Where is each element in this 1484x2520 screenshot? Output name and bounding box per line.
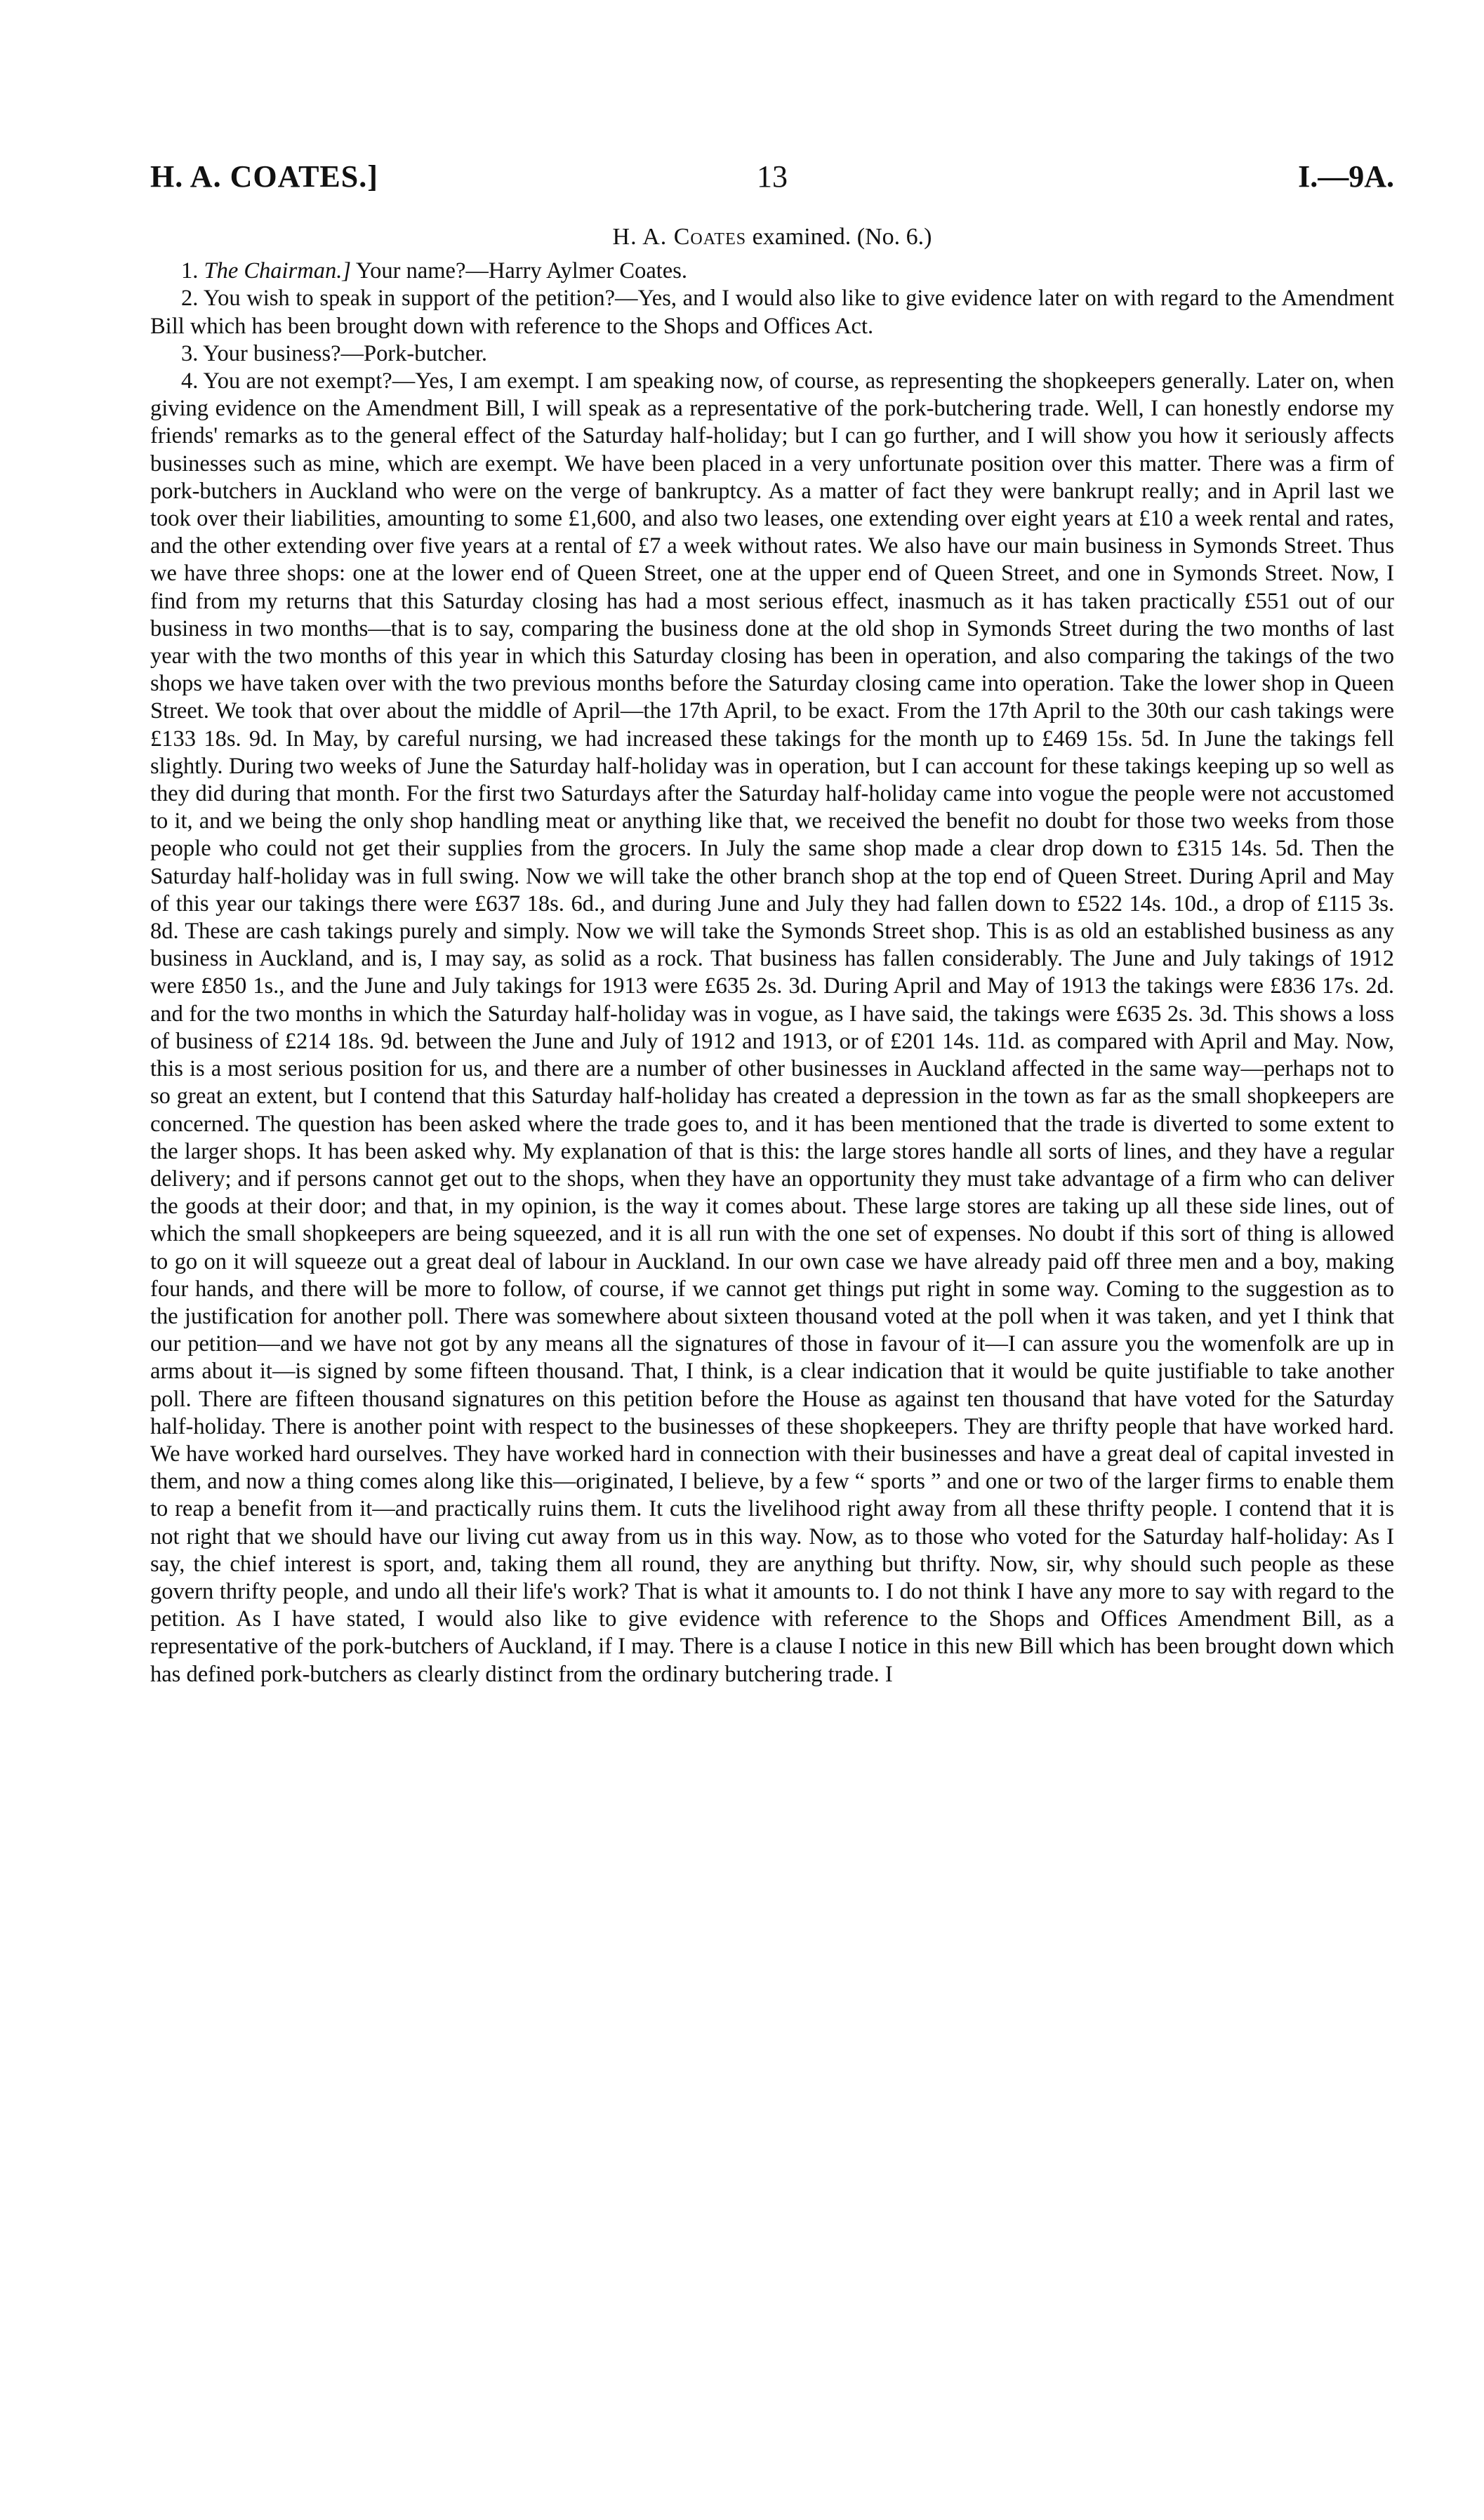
question-1 bbox=[150, 258, 1394, 285]
question-1-speaker: The Chairman.] bbox=[204, 258, 351, 284]
witness-number: (No. 6.) bbox=[856, 224, 932, 250]
question-1-number: 1. bbox=[181, 258, 199, 284]
page-header bbox=[150, 156, 1394, 198]
question-4: 4. You are not exempt?—Yes, I am exempt. I am speaking now, of course, as representing the shopkeepers generally. Later on, when giving evidence on the Amendment Bill, I will speak as a representative of the pork-butchering trade. Well, I can honestly endorse my friends' remarks as to the general effect of the Saturday half-holiday; but I can go further, and I will show you how it seriously affects businesses such as mine, which are exempt. We have been placed in a very unfortunate position over this matter. There was a firm of pork-butchers in Auckland who were on the verge of bankruptcy. As a matter of fact they were bankrupt really; and in April last we took over their liabilities, amounting to some £1,600, and also two leases, one extending over eight years at £10 a week rental and rates, and the other extending over five years at a rental of £7 a week without rates. We also have our main business in Symonds Street. Thus we have three shops: one at the lower end of Queen Street, one at the upper end of Queen Street, and one in Symonds Street. Now, I find from my returns that this Saturday closing has had a most serious effect, inasmuch as it has taken practically £551 out of our business in two months—that is to say, comparing the business done at the old shop in Symonds Street during the two months of last year with the two months of this year in which this Saturday closing has been in operation, and also comparing the takings of the two shops we have taken over with the two previous months before the Saturday closing came into operation. Take the lower shop in Queen Street. We took that over about the middle of April—the 17th April, to be exact. From the 17th April to the 30th our cash takings were £133 18s. 9d. In May, by careful nursing, we had increased these takings for the month up to £469 15s. 5d. In June the takings fell slightly. During two weeks of June the Saturday half-holiday was in operation, but I can account for these takings keeping up so well as they did during that month. For the first two Saturdays after the Saturday half-holiday came into vogue the people were not accustomed to it, and we being the only shop handling meat or anything like that, we received the benefit no doubt for those two weeks from those people who could not get their supplies from the grocers. In July the same shop made a clear drop down to £315 14s. 5d. Then the Saturday half-holiday was in full swing. Now we will take the other branch shop at the top end of Queen Street. During April and May of this year our takings there were £637 18s. 6d., and during June and July they had fallen down to £522 14s. 10d., a drop of £115 3s. 8d. These are cash takings purely and simply. Now we will take the Symonds Street shop. This is as old an established business as any business in Auckland, and is, I may say, as solid as a rock. That business has fallen considerably. The June and July takings of 1912 were £850 1s., and the June and July takings for 1913 were £635 2s. 3d. During April and May of 1913 the takings were £836 17s. 2d. and for the two months in which the Saturday half-holiday was in vogue, as I have said, the takings were £635 2s. 3d. This shows a loss of business of £214 18s. 9d. between the June and July of 1912 and 1913, or of £201 14s. 11d. as compared with April and May. Now, this is a most serious position for us, and there are a number of other businesses in Auckland affected in the same way—perhaps not to so great an extent, but I contend that this Saturday half-holiday has created a depression in the town as far as the small shopkeepers are concerned. The question has been asked where the trade goes to, and it has been mentioned that the trade is diverted to some extent to the larger shops. It has been asked why. My explanation of that is this: the large stores handle all sorts of lines, and they have a regular delivery; and if persons cannot get out to the shops, when they have an opportunity they must take advantage of a firm who can deliver the goods at their door; and that, in my opinion, is the way it comes about. These large stores are taking up all these side lines, out of which the small shopkeepers are being squeezed, and it is all run with the one set of expenses. No doubt if this sort of thing is allowed to go on it will squeeze out a great deal of labour in Auckland. In our own case we have already paid off three men and a boy, making four hands, and there will be more to follow, of course, if we cannot get things put right in some way. Coming to the suggestion as to the justification for another poll. There was somewhere about sixteen thousand voted at the poll when it was taken, and yet I think that our petition—and we have not got by any means all the signatures of those in favour of it—I can assure you the womenfolk are up in arms about it—is signed by some fifteen thousand. That, I think, is a clear indication that it would be quite justifiable to take another poll. There are fifteen thousand signatures on this petition before the House as against ten thousand that have voted for the Saturday half-holiday. There is another point with respect to the businesses of these shopkeepers. They are thrifty people that have worked hard. We have worked hard ourselves. They have worked hard in connection with their businesses and have a great deal of capital invested in them, and now a thing comes along like this—originated, I believe, by a few “ sports ” and one or two of the larger firms to enable them to reap a benefit from it—and practically ruins them. It cuts the livelihood right away from all these thrifty people. I contend that it is not right that we should have our living cut away from us in this way. Now, as to those who voted for the Saturday half-holiday: As I say, the chief interest is sport, and, taking them all round, they are anything but thrifty. Now, sir, why should such people as these govern thrifty people, and undo all their life's work? That is what it amounts to. I do not think I have any more to say with regard to the petition. As I have stated, I would also like to give evidence with reference to the Shops and Offices Amendment Bill, as a representative of the pork-butchers of Auckland, if I may. There is a clause I notice in this new Bill which has been brought down which has defined pork-butchers as clearly distinct from the ordinary butchering trade. I bbox=[150, 368, 1394, 1687]
running-head-left: H. A. COATES.] bbox=[150, 159, 378, 194]
question-3: 3. Your business?—Pork-butcher. bbox=[181, 340, 488, 366]
page-number: 13 bbox=[757, 159, 788, 194]
running-head-right: I.—9A. bbox=[1298, 159, 1394, 194]
document-body bbox=[150, 223, 1394, 1688]
question-2: 2. You wish to speak in support of the petition?—Yes, and I would also like to give evidence later on with regard to the Amendment Bill which has been brought down with reference to the Shops and Offices Act. bbox=[150, 286, 1394, 339]
question-1-text: Your name?—Harry Aylmer Coates. bbox=[355, 258, 687, 284]
examined-label: examined. bbox=[752, 224, 852, 250]
witness-name: H. A. Coates bbox=[612, 224, 747, 250]
section-heading bbox=[150, 223, 1394, 251]
